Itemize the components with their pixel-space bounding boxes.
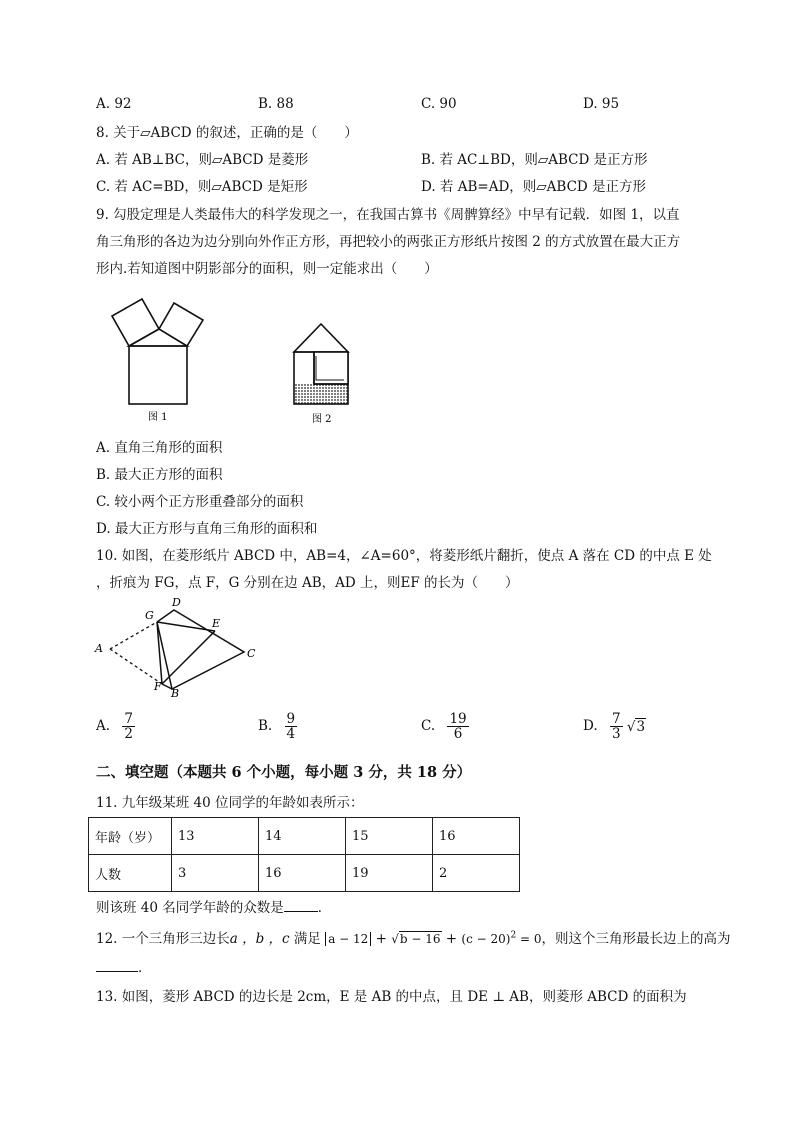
option-d-radicand: 3 xyxy=(636,719,646,736)
q12-answer-line xyxy=(96,956,152,976)
table-cell: 年龄（岁） xyxy=(89,818,172,855)
small-square xyxy=(159,303,203,346)
q12-sqrt-term: √b − 16 xyxy=(391,932,441,946)
table-row xyxy=(89,818,520,855)
q7-option-d: D. 95 xyxy=(583,96,620,112)
table-cell: 3 xyxy=(172,855,259,892)
option-c-prefix: C. xyxy=(421,718,436,735)
point-b-label: B xyxy=(171,687,180,700)
q12-mid: 满足 xyxy=(289,931,326,947)
q10-figure xyxy=(92,594,262,702)
q10-option-d xyxy=(583,712,646,741)
q9-stem-line2: 角三角形的各边为边分别向外作正方形，再把较小的两张正方形纸片按图 2 的方式放置在最大正方 xyxy=(96,234,681,250)
table-cell: 15 xyxy=(346,818,433,855)
triangle xyxy=(294,324,348,352)
option-b-fraction xyxy=(285,712,298,741)
table-cell: 19 xyxy=(346,855,433,892)
q10-stem-line1: 10. 如图，在菱形纸片 ABCD 中，AB=4，∠A=60°，将菱形纸片翻折，使点 A 落在 CD 的中点 E 处 xyxy=(96,548,712,564)
option-c-denominator: 6 xyxy=(453,726,463,743)
q10-option-a xyxy=(96,712,135,741)
q12-stem xyxy=(96,927,731,947)
point-g-label: G xyxy=(145,609,154,622)
q9-figure-2 xyxy=(286,318,356,426)
q12-equals: = 0 xyxy=(516,932,542,946)
q8-stem: 8. 关于▱ABCD 的叙述，正确的是（ ） xyxy=(96,125,358,141)
q7-option-b: B. 88 xyxy=(258,96,294,112)
right-triangle xyxy=(129,329,187,346)
q10-option-b xyxy=(258,712,297,741)
q9-option-d: D. 最大正方形与直角三角形的面积和 xyxy=(96,521,318,537)
q9-option-c: C. 较小两个正方形重叠部分的面积 xyxy=(96,494,304,510)
q9-stem-line1: 9. 勾股定理是人类最伟大的科学发现之一，在我国古算书《周髀算经》中早有记载．如图 1，以直 xyxy=(96,207,680,223)
small-square-inner xyxy=(314,352,348,384)
table-cell: 人数 xyxy=(89,855,172,892)
option-b-denominator: 4 xyxy=(286,726,296,743)
q12-vars: a ，b ，c xyxy=(229,931,290,947)
table-row xyxy=(89,855,520,892)
q12-end: ． xyxy=(138,960,152,976)
rhombus-remaining xyxy=(157,610,244,689)
q8-option-b: B. 若 AC⊥BD，则▱ABCD 是正方形 xyxy=(421,152,648,168)
option-b-prefix: B. xyxy=(258,718,273,735)
option-d-fraction xyxy=(610,712,623,741)
section-2-heading: 二、填空题（本题共 6 个小题，每小题 3 分，共 18 分） xyxy=(96,764,472,781)
q10-stem-line2: ，折痕为 FG，点 F，G 分别在边 AB，AD 上，则EF 的长为（ ） xyxy=(96,575,519,591)
q12-square-term: (c − 20) xyxy=(461,932,511,946)
q13-stem: 13. 如图，菱形 ABCD 的边长是 2cm，E 是 AB 的中点，且 DE ⊥ AB，则菱形 ABCD 的面积为 xyxy=(96,989,687,1005)
medium-square xyxy=(112,299,159,346)
shaded-region xyxy=(294,384,348,404)
q9-option-b: B. 最大正方形的面积 xyxy=(96,467,223,483)
point-d-label: D xyxy=(172,596,181,609)
table-cell: 16 xyxy=(433,818,520,855)
option-a-denominator: 2 xyxy=(124,726,133,743)
segment-ef xyxy=(162,631,215,684)
dashed-ag xyxy=(110,622,157,649)
q7-option-c: C. 90 xyxy=(421,96,457,112)
q11-tail-end: ． xyxy=(317,900,332,916)
option-d-numerator: 7 xyxy=(611,711,621,727)
q8-option-a: A. 若 AB⊥BC，则▱ABCD 是菱形 xyxy=(96,152,309,168)
option-a-prefix: A. xyxy=(96,718,111,735)
option-d-prefix: D. xyxy=(583,718,598,735)
option-a-numerator: 7 xyxy=(124,711,133,727)
fold-edge-ge xyxy=(157,622,215,631)
table-cell: 14 xyxy=(259,818,346,855)
q8-option-c: C. 若 AC=BD，则▱ABCD 是矩形 xyxy=(96,179,308,195)
dashed-af xyxy=(110,649,162,684)
q12-exponent: 2 xyxy=(510,930,517,941)
q12-abs-term: a − 12 xyxy=(325,932,371,946)
figure-2-label: 图 2 xyxy=(312,414,332,425)
point-a-label: A xyxy=(95,642,103,655)
q12-prefix: 12. 一个三角形三边长 xyxy=(96,931,230,947)
table-cell: 2 xyxy=(433,855,520,892)
option-d-radical: √3 xyxy=(626,719,646,736)
q9-stem-line3: 形内.若知道图中阴影部分的面积，则一定能求出（ ） xyxy=(96,261,438,277)
option-d-denominator: 3 xyxy=(611,726,621,743)
q12-answer-blank xyxy=(96,971,138,972)
q7-option-a: A. 92 xyxy=(96,96,132,112)
option-c-numerator: 19 xyxy=(449,711,467,727)
q12-radicand: b − 16 xyxy=(399,932,441,946)
q12-plus-2: + xyxy=(441,931,462,947)
q11-tail-text: 则该班 40 名同学年龄的众数是 xyxy=(96,900,284,916)
option-a-fraction xyxy=(122,712,135,741)
point-f-label: F xyxy=(154,680,162,693)
option-b-numerator: 9 xyxy=(286,711,296,727)
option-c-fraction xyxy=(447,712,468,741)
point-e-label: E xyxy=(212,617,221,630)
q8-option-d: D. 若 AB=AD，则▱ABCD 是正方形 xyxy=(421,179,647,195)
q11-tail xyxy=(96,896,331,916)
table-cell: 16 xyxy=(259,855,346,892)
q12-suffix: ，则这个三角形最长边上的高为 xyxy=(541,931,731,947)
figure-1-label: 图 1 xyxy=(148,412,168,423)
q9-option-a: A. 直角三角形的面积 xyxy=(96,440,223,456)
largest-square xyxy=(129,346,187,404)
age-table xyxy=(88,817,520,892)
q11-answer-blank xyxy=(284,911,318,912)
table-cell: 13 xyxy=(172,818,259,855)
q12-plus-1: + xyxy=(371,931,392,947)
q11-stem: 11. 九年级某班 40 位同学的年龄如表所示： xyxy=(96,795,364,811)
q10-option-c xyxy=(421,712,469,741)
q9-figure-1 xyxy=(96,290,216,424)
point-c-label: C xyxy=(247,647,256,660)
